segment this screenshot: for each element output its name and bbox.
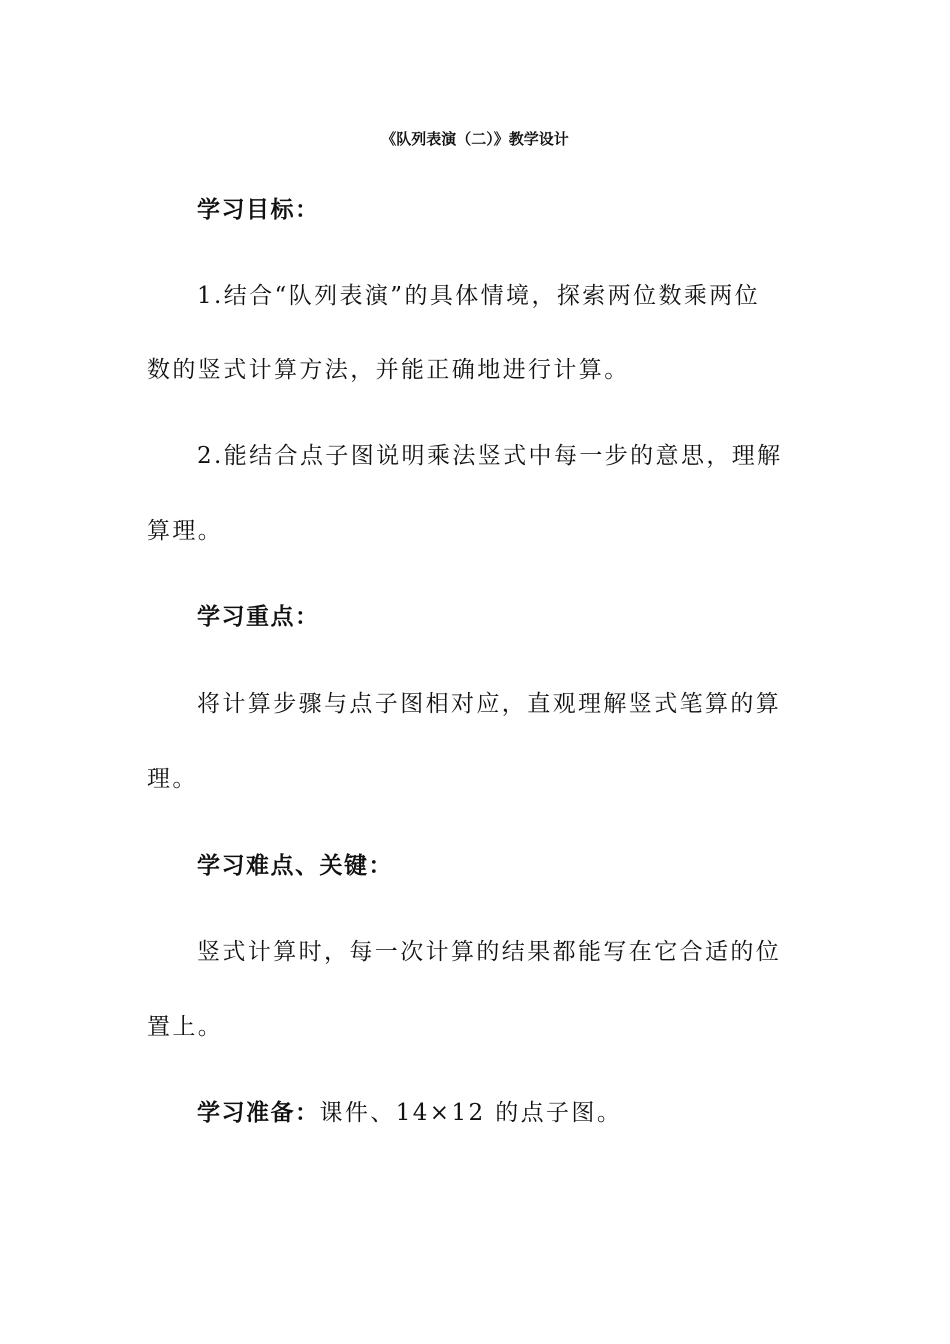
objective-2-line-1: 2.能结合点子图说明乘法竖式中每一步的意思，理解 bbox=[197, 443, 783, 469]
difficulty-line-1: 竖式计算时，每一次计算的结果都能写在它合适的位 bbox=[197, 939, 782, 965]
objectives-heading: 学习目标： bbox=[197, 197, 320, 223]
objective-1-line-1: 1.结合“队列表演”的具体情境，探索两位数乘两位 bbox=[197, 283, 761, 309]
key-point-heading: 学习重点： bbox=[197, 604, 320, 630]
key-point-line-2: 理。 bbox=[147, 766, 198, 792]
preparation-paragraph bbox=[197, 1093, 857, 1133]
objective-2-line-2: 算理。 bbox=[147, 518, 224, 544]
difficulty-line-2: 置上。 bbox=[147, 1014, 224, 1040]
objective-1-line-2: 数的竖式计算方法，并能正确地进行计算。 bbox=[147, 357, 630, 383]
document-title: 《队列表演（二）》教学设计 bbox=[381, 130, 569, 148]
preparation-heading: 学习准备： bbox=[197, 1100, 320, 1126]
difficulty-heading: 学习难点、关键： bbox=[197, 853, 393, 879]
key-point-line-1: 将计算步骤与点子图相对应，直观理解竖式笔算的算 bbox=[197, 691, 782, 717]
preparation-text: 课件、14×12 的点子图。 bbox=[319, 1100, 623, 1126]
